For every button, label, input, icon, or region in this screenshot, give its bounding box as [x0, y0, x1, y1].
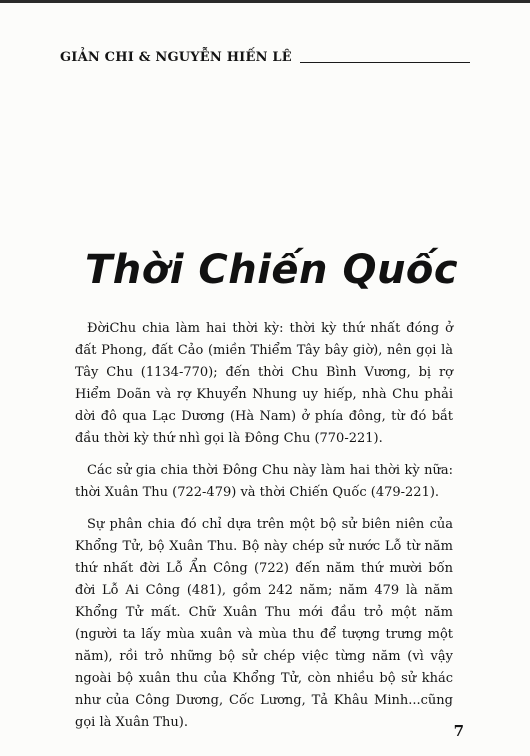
paragraph: Các sử gia chia thời Đông Chu này làm hai thời kỳ nữa: thời Xuân Thu (722-479) và thời Chiến Quốc (479-221). — [75, 463, 453, 500]
header-rule — [300, 62, 470, 63]
paragraph: Sự phân chia đó chỉ dựa trên một bộ sử biên niên của Khổng Tử, bộ Xuân Thu. Bộ này chép sử nước Lỗ từ năm thứ nhất đời Lỗ Ẩn Công (722) đến năm thứ mười bốn đời Lỗ Ai Công (481), gồm 242 năm; năm 479 là năm Khổng Tử mất. Chữ Xuân Thu mới đầu trỏ một năm (người ta lấy mùa xuân và mùa thu để tượng trưng một năm), rồi trỏ những bộ sử chép việc từng năm (vì vậy ngoài bộ xuân thu của Khổng Tử, còn nhiều bộ sử khác như của Công Dương, Cốc Lương, Tả Khâu Minh...cũng gọi là Xuân Thu). — [75, 517, 453, 730]
chapter-title: Thời Chiến Quốc — [85, 247, 459, 293]
paragraph: ĐờiChu chia làm hai thời kỳ: thời kỳ thứ nhất đóng ở đất Phong, đất Cảo (miền Thiểm Tây bây giờ), nên gọi là Tây Chu (1134-770); đến thời Chu Bình Vương, bị rợ Hiểm Doãn và rợ Khuyển Nhung uy hiếp, nhà Chu phải dời đô qua Lạc Dương (Hà Nam) ở phía đông, từ đó bắt đầu thời kỳ thứ nhì gọi là Đông Chu (770-221). — [75, 321, 453, 446]
running-header-title: GIẢN CHI & NGUYỄN HIẾN LÊ — [60, 50, 292, 65]
body-text — [75, 318, 453, 744]
page-number: 7 — [453, 722, 464, 740]
running-header — [60, 50, 470, 65]
page-top-border — [0, 0, 530, 3]
